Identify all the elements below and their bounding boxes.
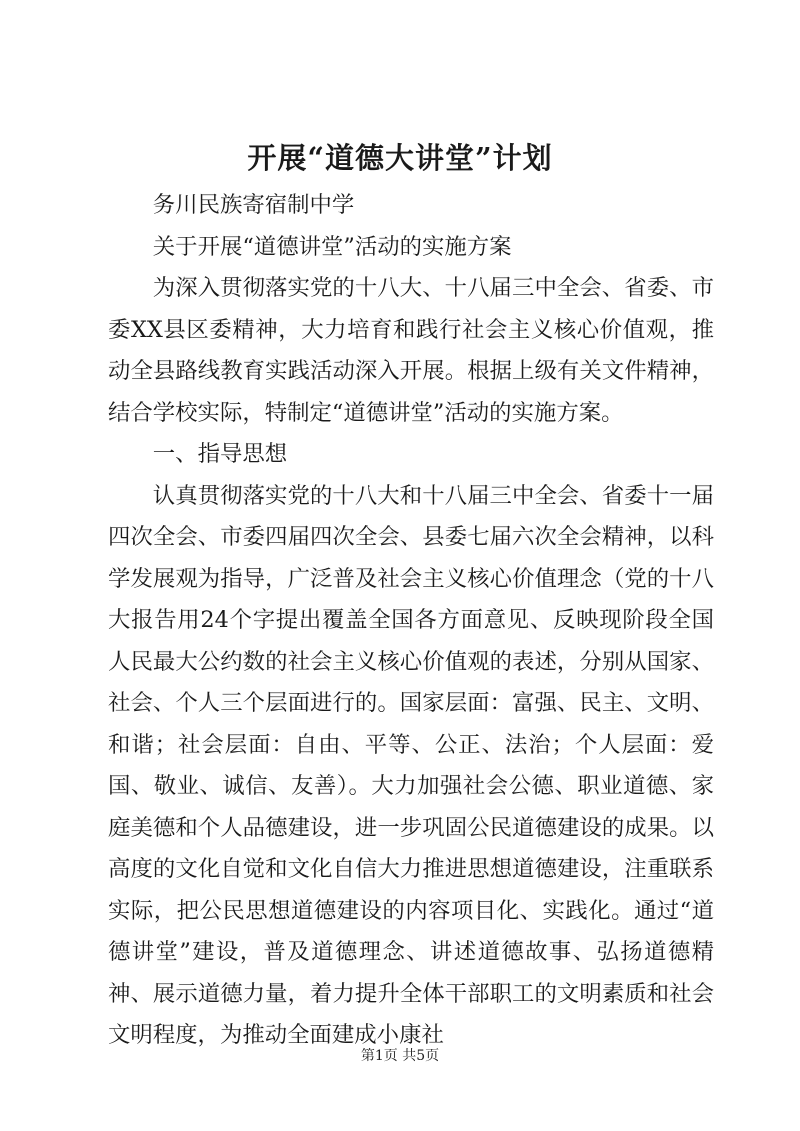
intro-paragraph: 为深入贯彻落实党的十八大、十八届三中全会、省委、市委XX县区委精神，大力培育和践行社会主义核心价值观，推动全县路线教育实践活动深入开展。根据上级有关文件精神，结合学校实际，特制定“道德讲堂”活动的实施方案。 xyxy=(108,275,714,426)
page-number: 第1页 共5页 xyxy=(360,1048,440,1064)
document-title: 开展“道德大讲堂”计划 xyxy=(247,141,553,175)
section-heading-guiding-thought: 一、指导思想 xyxy=(152,441,288,467)
guiding-thought-paragraph: 认真贯彻落实党的十八大和十八届三中全会、省委十一届四次全会、市委四届四次全会、县委七届六次全会精神，以科学发展观为指导，广泛普及社会主义核心价值理念（党的十八大报告用24个字提出覆盖全国各方面意见、反映现阶段全国人民最大公约数的社会主义核心价值观的表述，分别从国家、社会、个人三个层面进行的。国家层面：富强、民主、文明、和谐；社会层面：自由、平等、公正、法治；个人层面：爱国、敬业、诚信、友善）。大力加强社会公德、职业道德、家庭美德和个人品德建设，进一步巩固公民道德建设的成果。以高度的文化自觉和文化自信大力推进思想道德建设，注重联系实际，把公民思想道德建设的内容项目化、实践化。通过“道德讲堂”建设，普及道德理念、讲述道德故事、弘扬道德精神、展示道德力量，着力提升全体干部职工的文明素质和社会文明程度，为推动全面建成小康社 xyxy=(108,482,714,1048)
document-body xyxy=(108,185,714,1057)
plan-subtitle: 关于开展“道德讲堂”活动的实施方案 xyxy=(152,233,512,260)
school-name: 务川民族寄宿制中学 xyxy=(152,192,355,218)
